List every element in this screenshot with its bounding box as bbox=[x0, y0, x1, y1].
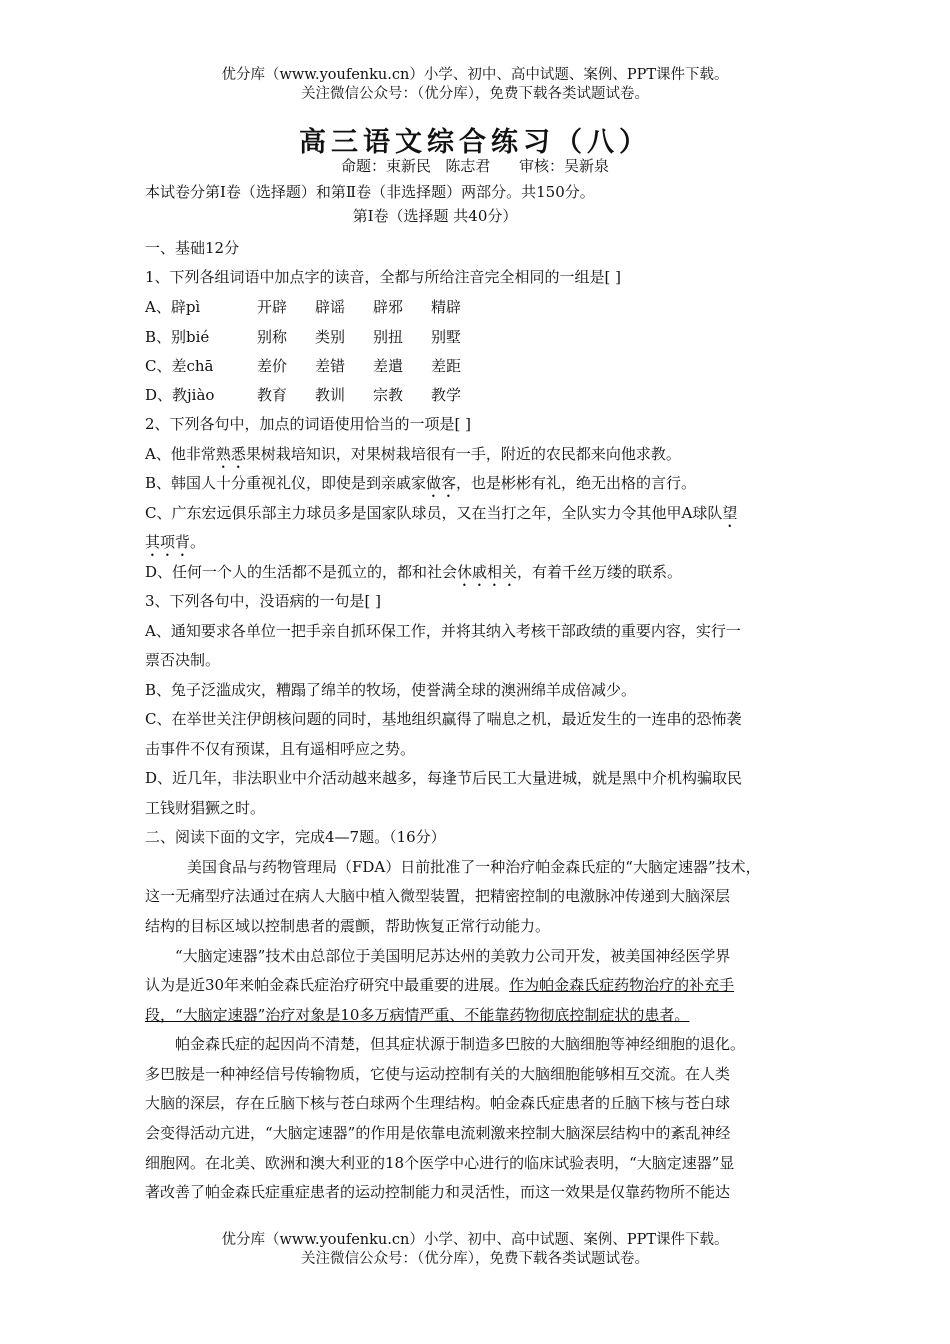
option-word: 别墅 bbox=[431, 328, 462, 346]
text: C、广东宏远俱乐部主力球员多是国家队球员，又在当打之年，全队实力令其他甲A球队 bbox=[145, 504, 723, 522]
page-footer bbox=[0, 1231, 950, 1269]
dotted-word: 其项背 bbox=[145, 533, 191, 551]
passage-p3-line: 帕金森氏症的起因尚不清楚，但其症状源于制造多巴胺的大脑细胞等神经细胞的退化。 bbox=[175, 1035, 746, 1053]
header-line-2: 关注微信公众号：（优分库），免费下载各类试题试卷。 bbox=[301, 86, 649, 102]
option-word: 差价 bbox=[257, 357, 288, 375]
q1-option-d bbox=[145, 384, 489, 405]
option-word: 辟邪 bbox=[373, 298, 404, 316]
option-word: 教学 bbox=[431, 386, 462, 404]
passage-p3-line: 大脑的深层，存在丘脑下核与苍白球两个生理结构。帕金森氏症患者的丘脑下核与苍白球 bbox=[145, 1094, 731, 1112]
passage-p2-line: “大脑定速器”技术由总部位于美国明尼苏达州的美敦力公司开发，被美国神经医学界 bbox=[175, 947, 731, 965]
q2-option-c-line1 bbox=[145, 502, 737, 531]
footer-line-1: 优分库（www.youfenku.cn）小学、初中、高中试题、案例、PPT课件下载。 bbox=[221, 1232, 729, 1248]
text: B、韩国人十分重视礼仪，即使是到亲戚家 bbox=[145, 474, 427, 492]
section2-heading: 二、阅读下面的文字，完成4—7题。（16分） bbox=[145, 828, 446, 846]
q2-option-a bbox=[145, 443, 681, 472]
section1-heading: 一、基础12分 bbox=[145, 239, 240, 257]
page-header bbox=[0, 66, 950, 104]
text: A、他非常 bbox=[145, 445, 216, 463]
passage-p3-line: 细胞网。在北美、欧洲和澳大利亚的18个医学中心进行的临床试验表明，“大脑定速器”显 bbox=[145, 1154, 735, 1172]
q3-option-a-line2: 票否决制。 bbox=[145, 651, 221, 669]
option-word: 宗教 bbox=[373, 386, 404, 404]
q2-option-d bbox=[145, 561, 682, 590]
q3-option-d-line2: 工钱财猖獗之时。 bbox=[145, 799, 266, 817]
passage-p2-line bbox=[145, 974, 734, 995]
q2-option-b bbox=[145, 472, 696, 501]
text: ，也是彬彬有礼，绝无出格的言行。 bbox=[456, 474, 697, 492]
option-word: 教训 bbox=[315, 386, 346, 404]
q1-stem: 1、下列各组词语中加点字的读音，全都与所给注音完全相同的一组是[ ] bbox=[145, 268, 622, 286]
passage-p2-line bbox=[145, 1004, 689, 1025]
option-word: 精辟 bbox=[431, 298, 462, 316]
q3-option-c-line2: 击事件不仅有预谋，且有遥相呼应之势。 bbox=[145, 740, 416, 758]
option-label: A、辟pì bbox=[145, 298, 201, 316]
option-word: 开辟 bbox=[257, 298, 288, 316]
dotted-word: 休戚相关 bbox=[457, 563, 518, 581]
option-word: 差距 bbox=[431, 357, 462, 375]
intro-text: 本试卷分第Ⅰ卷（选择题）和第Ⅱ卷（非选择题）两部分。共150分。 bbox=[145, 183, 595, 201]
underlined-sentence: 段，“大脑定速器”治疗对象是10多万病情严重、不能靠药物彻底控制症状的患者。 bbox=[145, 1006, 690, 1024]
q1-option-b bbox=[145, 326, 489, 347]
dotted-word: 望 bbox=[722, 504, 738, 522]
q1-option-c bbox=[145, 355, 489, 376]
option-word: 教育 bbox=[257, 386, 288, 404]
q3-option-d-line1: D、近几年，非法职业中介活动越来越多，每逢节后民工大量进城，就是黑中介机构骗取民 bbox=[145, 769, 743, 787]
option-label: D、教jiào bbox=[145, 386, 215, 404]
underlined-sentence: 作为帕金森氏症药物治疗的补充手 bbox=[509, 976, 735, 994]
option-word: 差遣 bbox=[373, 357, 404, 375]
dotted-word: 熟悉 bbox=[215, 445, 246, 463]
q3-stem: 3、下列各句中，没语病的一句是[ ] bbox=[145, 592, 382, 610]
text: 果树栽培知识，对果树栽培很有一手，附近的农民都来向他求教。 bbox=[245, 445, 681, 463]
text: ，有着千丝万缕的联系。 bbox=[517, 563, 683, 581]
option-label: C、差chā bbox=[145, 357, 214, 375]
option-label: B、别bié bbox=[145, 328, 210, 346]
option-word: 别称 bbox=[257, 328, 288, 346]
authors-line: 命题：束新民 陈志君 审核：吴新泉 bbox=[341, 157, 609, 175]
passage-p3-line: 会变得活动亢进，“大脑定速器”的作用是依靠电流刺激来控制大脑深层结构中的紊乱神经 bbox=[145, 1124, 731, 1142]
text: 认为是近30年来帕金森氏症治疗研究中最重要的进展。 bbox=[145, 976, 510, 994]
text: 。 bbox=[190, 533, 206, 551]
option-word: 别扭 bbox=[373, 328, 404, 346]
passage-p1-line: 这一无痛型疗法通过在病人大脑中植入微型装置，把精密控制的电激脉冲传递到大脑深层 bbox=[145, 887, 731, 905]
dotted-word: 做客 bbox=[426, 474, 457, 492]
q1-option-a bbox=[145, 296, 489, 317]
option-word: 差错 bbox=[315, 357, 346, 375]
part1-title: 第Ⅰ卷（选择题 共40分） bbox=[352, 207, 518, 225]
option-word: 类别 bbox=[315, 328, 346, 346]
q2-stem: 2、下列各句中，加点的词语使用恰当的一项是[ ] bbox=[145, 415, 472, 433]
q2-option-c-line2 bbox=[145, 531, 205, 560]
page-title: 高三语文综合练习（八） bbox=[299, 127, 651, 158]
option-word: 辟谣 bbox=[315, 298, 346, 316]
passage-p1-line: 结构的目标区域以控制患者的震颤，帮助恢复正常行动能力。 bbox=[145, 917, 551, 935]
text: D、任何一个人的生活都不是孤立的，都和社会 bbox=[145, 563, 458, 581]
footer-line-2: 关注微信公众号：（优分库），免费下载各类试题试卷。 bbox=[301, 1251, 649, 1267]
header-line-1: 优分库（www.youfenku.cn）小学、初中、高中试题、案例、PPT课件下载。 bbox=[221, 67, 729, 83]
passage-p3-line: 著改善了帕金森氏症重症患者的运动控制能力和灵活性，而这一效果是仅靠药物所不能达 bbox=[145, 1183, 731, 1201]
q3-option-c-line1: C、在举世关注伊朗核问题的同时，基地组织赢得了喘息之机，最近发生的一连串的恐怖袭 bbox=[145, 710, 742, 728]
q3-option-a-line1: A、通知要求各单位一把手亲自抓环保工作，并将其纳入考核干部政绩的重要内容，实行一 bbox=[145, 622, 741, 640]
passage-p3-line: 多巴胺是一种神经信号传输物质，它使与运动控制有关的大脑细胞能够相互交流。在人类 bbox=[145, 1065, 731, 1083]
q3-option-b: B、兔子泛滥成灾，糟蹋了绵羊的牧场，使誉满全球的澳洲绵羊成倍减少。 bbox=[145, 681, 637, 699]
passage-p1-line: 美国食品与药物管理局（FDA）日前批准了一种治疗帕金森氏症的“大脑定速器”技术， bbox=[187, 858, 761, 876]
